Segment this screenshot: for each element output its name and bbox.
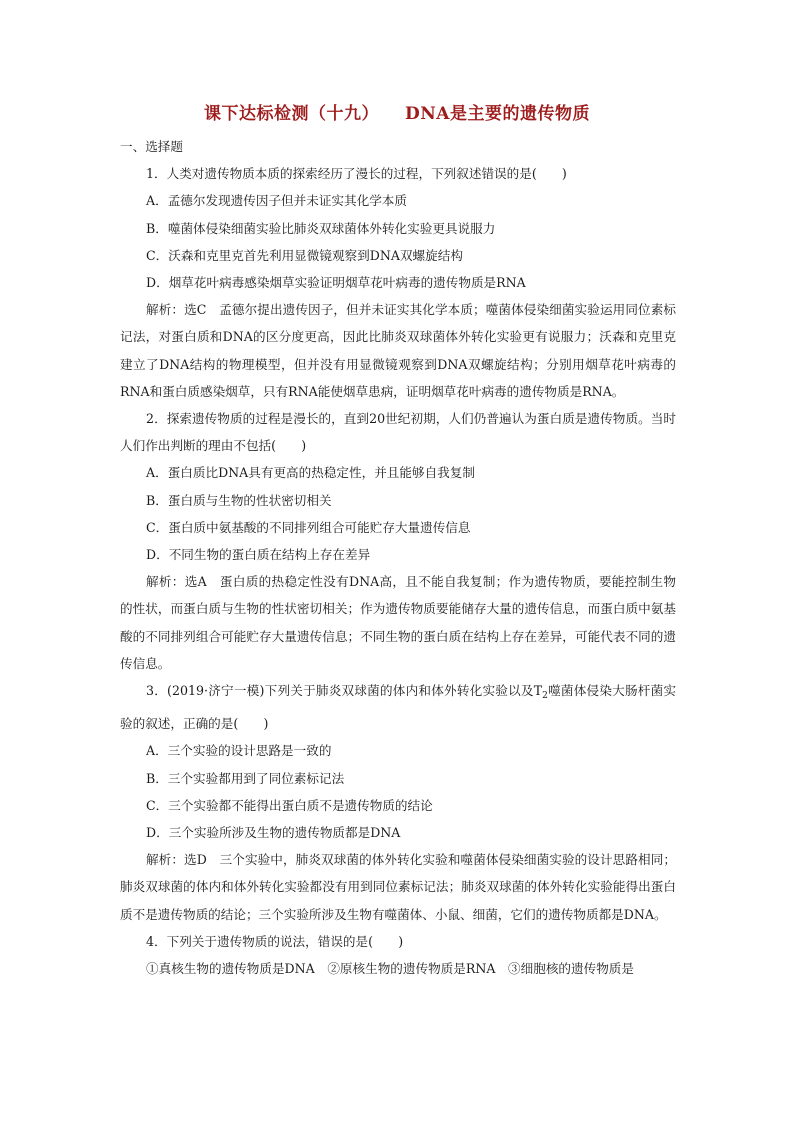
- document-body: [120, 133, 676, 982]
- q3-option-a: A．三个实验的设计思路是一致的: [146, 743, 332, 759]
- title-part1: 课下达标检测（十九）: [204, 104, 379, 124]
- q4-items: ①真核生物的遗传物质是DNA ②原核生物的遗传物质是RNA ③细胞核的遗传物质是: [146, 961, 634, 977]
- q1-option-a: A．孟德尔发现遗传因子但并未证实其化学本质: [146, 193, 407, 209]
- q4-stem: 4．下列关于遗传物质的说法，错误的是( ): [146, 933, 404, 949]
- q2-option-a: A．蛋白质比DNA具有更高的热稳定性，并且能够自我复制: [146, 465, 475, 481]
- q1-option-b: B．噬菌体侵染细菌实验比肺炎双球菌体外转化实验更具说服力: [146, 220, 496, 236]
- q1-option-c: C．沃森和克里克首先利用显微镜观察到DNA双螺旋结构: [146, 247, 463, 263]
- q3-option-d: D．三个实验所涉及生物的遗传物质都是DNA: [146, 825, 401, 841]
- page-title: [0, 99, 794, 124]
- q1-stem: 1．人类对遗传物质本质的探索经历了漫长的过程，下列叙述错误的是( ): [146, 166, 567, 182]
- q2-option-c: C．蛋白质中氨基酸的不同排列组合可能贮存大量遗传信息: [146, 519, 471, 535]
- title-part2: DNA是主要的遗传物质: [405, 104, 590, 124]
- q3-stem: 3．(2019·济宁一模)下列关于肺炎双球菌的体内和体外转化实验以及$T_2$噬菌体侵染大肠杆菌实验的叙述，正确的是( ): [120, 683, 677, 732]
- q2-option-d: D．不同生物的蛋白质在结构上存在差异: [146, 547, 371, 563]
- q2-stem: 2．探索遗传物质的过程是漫长的，直到20世纪初期，人们仍普遍认为蛋白质是遗传物质。当时人们作出判断的理由不包括( ): [120, 411, 676, 454]
- q1-option-d: D．烟草花叶病毒感染烟草实验证明烟草花叶病毒的遗传物质是RNA: [146, 275, 526, 291]
- q3-analysis: 解析：选D 三个实验中，肺炎双球菌的体外转化实验和噬菌体侵染细菌实验的设计思路相同；肺炎双球菌的体内和体外转化实验都没有用到同位素标记法；肺炎双球菌的体外转化实验能得出蛋白质不是遗传物质的结论；三个实验所涉及生物有噬菌体、小鼠、细菌，它们的遗传物质都是DNA。: [120, 852, 676, 922]
- q3-option-b: B．三个实验都用到了同位素标记法: [146, 770, 345, 786]
- section-heading: 一、选择题: [120, 139, 183, 154]
- q2-analysis: 解析：选A 蛋白质的热稳定性没有DNA高，且不能自我复制；作为遗传物质，要能控制生物的性状，而蛋白质与生物的性状密切相关；作为遗传物质要能储存大量的遗传信息，而蛋白质中氨基酸的不同排列组合可能贮存大量遗传信息；不同生物的蛋白质在结构上存在差异，可能代表不同的遗传信息。: [120, 574, 676, 671]
- q1-analysis: 解析：选C 孟德尔提出遗传因子，但并未证实其化学本质；噬菌体侵染细菌实验运用同位素标记法，对蛋白质和DNA的区分度更高，因此比肺炎双球菌体外转化实验更有说服力；沃森和克里克建立了DNA结构的物理模型，但并没有用显微镜观察到DNA双螺旋结构；分别用烟草花叶病毒的RNA和蛋白质感染烟草，只有RNA能使烟草患病，证明烟草花叶病毒的遗传物质是RNA。: [120, 302, 676, 399]
- q3-option-c: C．三个实验都不能得出蛋白质不是遗传物质的结论: [146, 797, 433, 813]
- q2-option-b: B．蛋白质与生物的性状密切相关: [146, 492, 332, 508]
